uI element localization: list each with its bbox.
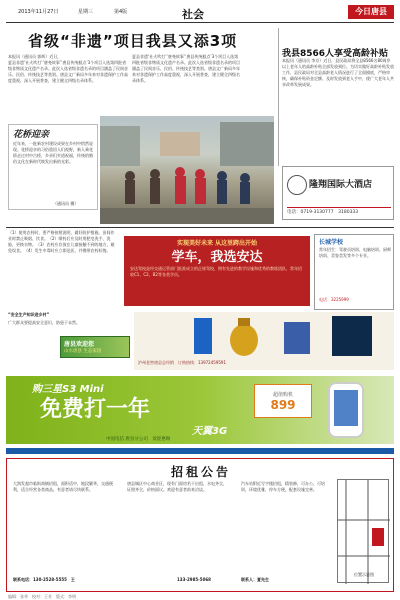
hotel-logo bbox=[287, 175, 307, 195]
right-story-divider bbox=[278, 28, 279, 166]
header-section: 社会 bbox=[182, 8, 204, 21]
edu-body: 安达驾校是经交通运管部门批准成立的正规驾校，拥有先进的教学设施和优秀的教练团队，常年招收C1、C2、B2等各类学员。 bbox=[130, 266, 302, 277]
wine-ad bbox=[134, 312, 394, 370]
lead-body: 夏县非遗‘社火吹打’‘唐尧故事’‘唐县传统糕点’3个项目入选第四批省级非物质文化遗产名录。此次入选省级非遗名录的项目涵盖了民间音乐、民俗、传统技艺等类别。唐县文广新局多年来对非遗保护工作高度重视，深入开展普查，建立健全四级名录体系。 bbox=[8, 60, 128, 83]
phone-device-icon bbox=[328, 382, 364, 438]
edu-headline: 学车，我选安达 bbox=[171, 250, 263, 265]
header-bar bbox=[6, 5, 394, 21]
wine-products bbox=[134, 312, 394, 360]
classifieds-col1-phone: 联系电话：130-2528-5555 王 bbox=[13, 577, 75, 582]
edu-top: 实现美好未来 从这里跨出开始 bbox=[176, 240, 258, 247]
header-rule bbox=[6, 22, 394, 23]
photo-illustration bbox=[100, 116, 274, 224]
tourism-ad bbox=[60, 336, 130, 358]
map-sketch bbox=[338, 480, 390, 584]
left-column-quote-title: “安全生产知识进乡村” bbox=[8, 312, 50, 317]
telecom-price: 899 bbox=[270, 397, 296, 412]
hotel-ad bbox=[282, 166, 394, 220]
edu-ad bbox=[124, 236, 310, 306]
feature-title: 花桥迎亲 bbox=[13, 130, 50, 140]
lead-headline: 省级“非遗”项目我县又添3项 bbox=[28, 32, 238, 50]
hotel-name: 隆翔国际大酒店 bbox=[309, 180, 373, 190]
feature-body: 近年来，一批新农村建设成果在乡村中悄然显现。花桥迎亲的习俗重回人们视野，新人乘花轿走过村中古桥，乡亲们夹道祝福，传统的婚俗文化在新时代焕发出新的光彩。 bbox=[13, 141, 93, 164]
hotel-phone: 电话：0719-3130777 3180333 bbox=[287, 207, 391, 216]
header-weekday: 星期三 bbox=[78, 9, 94, 15]
classifieds-col1: 大润发超市临街商铺招租，面积适中，地段繁华，交通便利，适合经营各类商品。有意者请尽快联系。 bbox=[13, 481, 113, 492]
classifieds-box bbox=[6, 458, 394, 592]
telecom-headline: 免费打一年 bbox=[40, 397, 151, 422]
classifieds-title: 招租公告 bbox=[170, 465, 231, 479]
right-ad-title: 长城学校 bbox=[319, 239, 344, 246]
classifieds-col3-phone: 联系人：夏先生 bbox=[241, 577, 269, 582]
classifieds-map bbox=[337, 479, 389, 583]
blue-banner bbox=[6, 448, 394, 454]
footer-text: 编辑：张华 校对：王芳 版式：李明 bbox=[8, 594, 76, 599]
right-story-headline: 我县8566人享受高龄补贴 bbox=[282, 49, 389, 59]
mid-rule bbox=[6, 227, 394, 228]
left-column-quote-body: 广大群众要提高安全意识，防患于未然。 bbox=[8, 320, 80, 325]
map-label: 位置示意图 bbox=[354, 572, 374, 577]
right-ad-body: 常年招生：驾驶员培训、电脑培训、厨师培训、美容美发等多个专业。 bbox=[319, 247, 391, 258]
telecom-brand: 天翼3G bbox=[192, 426, 228, 437]
header-date: 2013年11月27日 bbox=[18, 9, 59, 15]
header-page-no: 第4版 bbox=[114, 9, 128, 15]
main-photo bbox=[100, 116, 274, 224]
right-story-body: 本报讯（通讯员 李京）近日，县民政局将全县8566名80周岁以上老年人的高龄补贴全部发放到位。为切实做好高龄补贴发放工作，县民政局对全县高龄老人情况进行了全面摸底，严格审核，确保补贴资金足额、及时发放到老人手中，使广大老年人共享改革发展成果。 bbox=[282, 58, 394, 87]
classifieds-col2-phone: 133-2985-5068 bbox=[177, 577, 211, 582]
telecom-promo: 超值购机 bbox=[272, 391, 293, 398]
feature-box bbox=[8, 124, 98, 210]
tourism-sub: 山水唐县 生态家园 bbox=[64, 349, 102, 354]
telecom-footer: 中国电信 唐县分公司 欢迎惠顾 bbox=[106, 437, 171, 442]
right-ad bbox=[314, 234, 394, 310]
lead-body-col2: 夏县非遗‘社火吹打’‘唐尧故事’‘唐县传统糕点’3个项目入选第四批省级非物质文化遗产名录。此次入选省级非遗名录的项目涵盖了民间音乐、民俗、传统技艺等类别。唐县文广新局多年来对非遗保护工作高度重视，深入开展普查，建立健全四级名录体系。 bbox=[132, 54, 240, 83]
classifieds-col2: 唐县城区中心商业区，现有门面房若干出租，水电齐全，证照齐全，价格面议。欢迎有意者前来洽谈。 bbox=[127, 481, 227, 492]
header-brand: 今日唐县 bbox=[348, 5, 394, 19]
right-ad-phone: 电话：3225999 bbox=[319, 297, 349, 302]
feature-author: （通讯员 摄） bbox=[53, 201, 79, 206]
telecom-promo-box bbox=[254, 384, 312, 418]
classifieds-col3: 汽车站附近写字楼招租，精装修，可办公、可培训，环境优雅，停车方便，配套设施完善。 bbox=[241, 481, 325, 492]
lead-byline: 本报讯（通讯员 郭辉）近日， bbox=[8, 54, 62, 59]
telecom-ad bbox=[6, 376, 394, 444]
telecom-product: 购三星S3 Mini bbox=[32, 384, 104, 395]
tourism-slogan: 唐县欢迎您 bbox=[64, 341, 95, 348]
left-column-body: （1）使用农药时，要严格按照说明，做好防护措施，田间作业时禁止吸烟、饮食。（2）喷药后应及时用肥皂洗手、洗脸，更换衣物。（3）农药应存放在儿童接触不到的地方，避免误食。（4）发生中毒时应立即送医，并携带农药标签。 bbox=[8, 230, 115, 253]
wine-caption: 泸州老窖唐县总经销 订购热线：13972459591 bbox=[138, 360, 226, 365]
